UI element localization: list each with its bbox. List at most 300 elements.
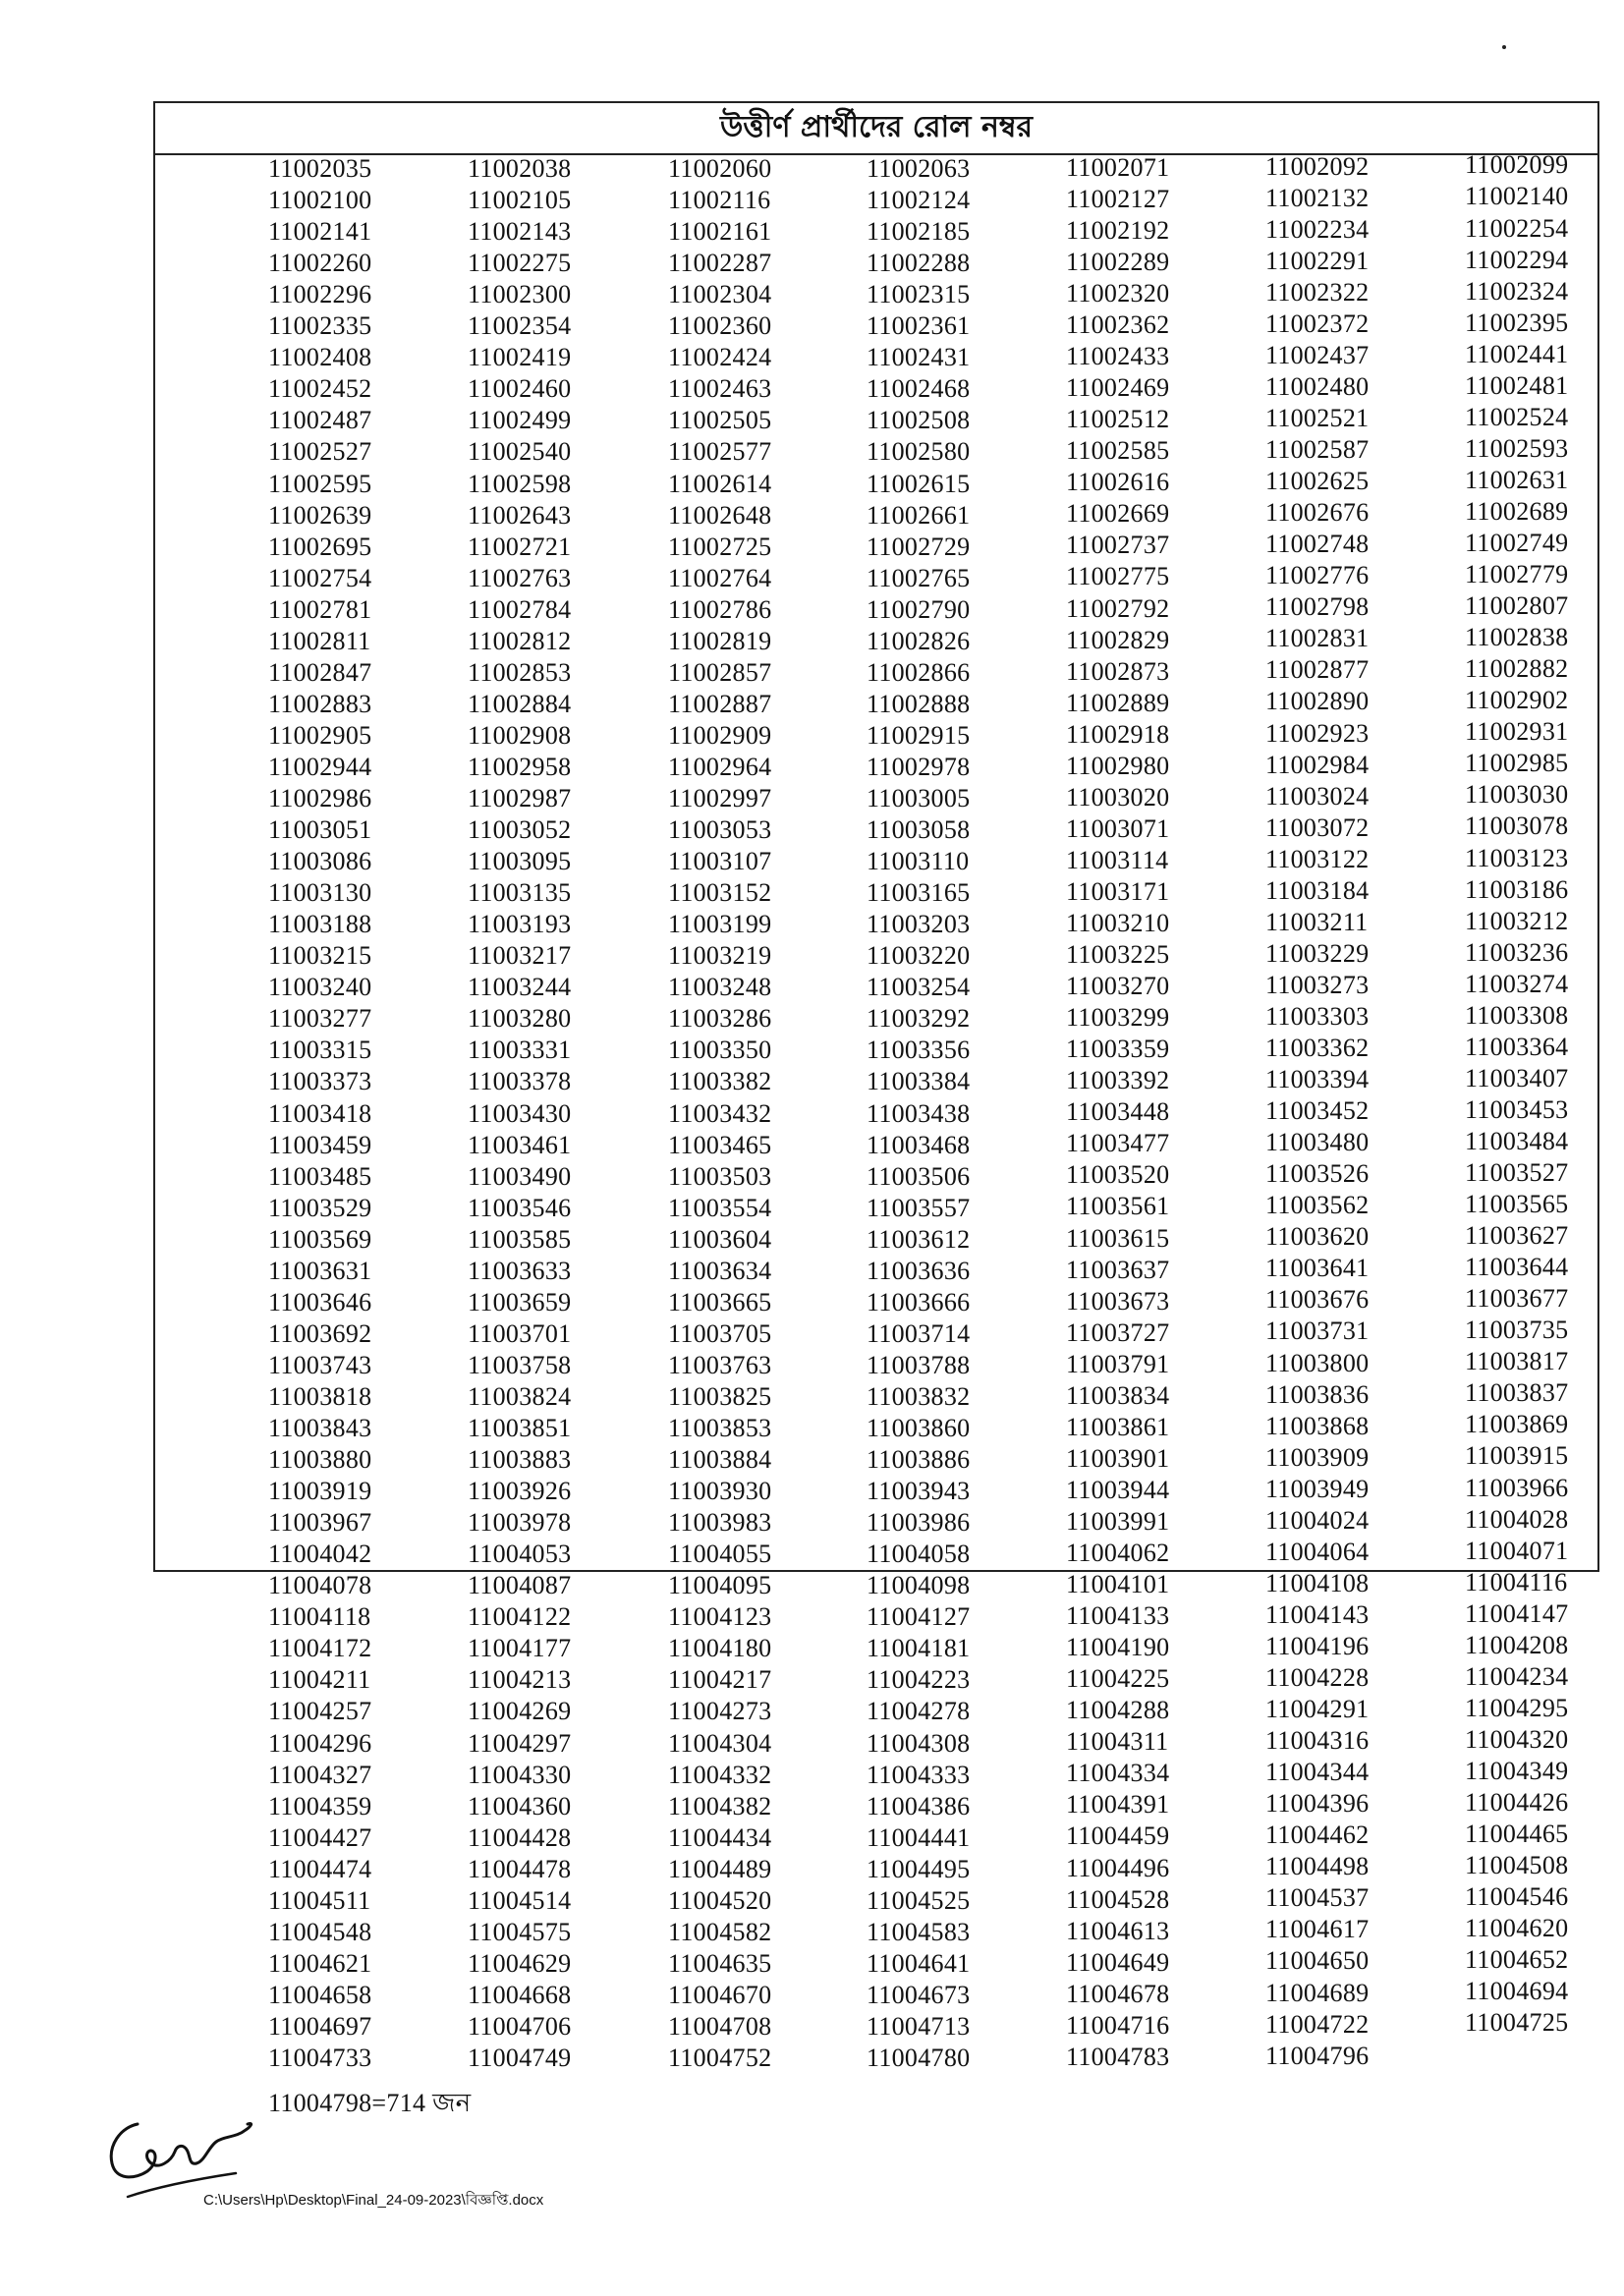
roll-number: 11003392 — [1066, 1066, 1170, 1095]
roll-number: 11002143 — [468, 217, 572, 247]
roll-number: 11002997 — [668, 784, 772, 812]
roll-number: 11003024 — [1265, 781, 1370, 811]
roll-number: 11002765 — [867, 563, 971, 592]
roll-number: 11002408 — [268, 343, 372, 372]
roll-number: 11002676 — [1265, 498, 1370, 528]
roll-number: 11002776 — [1265, 561, 1370, 590]
roll-number: 11003636 — [867, 1256, 971, 1285]
roll-number: 11003461 — [468, 1130, 572, 1159]
roll-number: 11002888 — [867, 689, 971, 718]
roll-number: 11003705 — [668, 1318, 772, 1348]
roll-number: 11003901 — [1066, 1443, 1170, 1473]
roll-number: 11003634 — [668, 1256, 772, 1285]
roll-number: 11004733 — [268, 2044, 372, 2072]
roll-number: 11003210 — [1066, 909, 1170, 937]
roll-number: 11004211 — [268, 1665, 371, 1695]
roll-number: 11003362 — [1265, 1034, 1370, 1062]
roll-number: 11002695 — [268, 532, 372, 561]
roll-number: 11004304 — [668, 1728, 772, 1758]
roll-number: 11002288 — [867, 249, 971, 278]
roll-number: 11002689 — [1465, 496, 1569, 526]
roll-number: 11004273 — [668, 1697, 772, 1726]
roll-number: 11003418 — [268, 1098, 372, 1128]
roll-number: 11004386 — [867, 1791, 971, 1820]
roll-number: 11002527 — [268, 437, 372, 467]
roll-number: 11002781 — [268, 594, 372, 624]
roll-number: 11002577 — [668, 437, 772, 467]
roll-number: 11004716 — [1066, 2010, 1170, 2040]
roll-number: 11003978 — [468, 1508, 572, 1538]
roll-number: 11002764 — [668, 563, 772, 592]
roll-number: 11004725 — [1465, 2008, 1569, 2038]
roll-number: 11002234 — [1265, 214, 1370, 244]
roll-number: 11002980 — [1066, 751, 1170, 780]
roll-number: 11003270 — [1066, 972, 1170, 1001]
roll-number: 11002424 — [668, 343, 772, 372]
roll-number: 11002905 — [268, 720, 372, 750]
roll-number: 11003058 — [867, 815, 971, 845]
roll-number: 11002838 — [1465, 623, 1569, 652]
roll-number: 11004311 — [1066, 1727, 1169, 1757]
roll-number: 11002593 — [1465, 433, 1569, 463]
roll-number: 11004783 — [1066, 2042, 1170, 2071]
roll-number: 11004122 — [468, 1602, 572, 1632]
roll-number: 11002141 — [268, 217, 372, 247]
roll-number: 11002124 — [867, 186, 971, 215]
roll-number: 11002362 — [1066, 310, 1170, 340]
roll-number: 11004462 — [1265, 1820, 1370, 1850]
roll-number: 11002192 — [1066, 215, 1170, 245]
roll-number: 11002521 — [1265, 404, 1370, 432]
roll-number: 11004496 — [1066, 1853, 1170, 1882]
roll-number: 11004143 — [1265, 1599, 1370, 1629]
roll-number: 11002481 — [1465, 370, 1569, 400]
roll-number: 11003758 — [468, 1350, 572, 1379]
roll-number: 11002931 — [1465, 717, 1569, 747]
roll-number: 11002807 — [1465, 591, 1569, 621]
roll-number: 11003763 — [668, 1350, 772, 1379]
roll-number: 11003633 — [468, 1256, 572, 1285]
roll-number: 11003832 — [867, 1381, 971, 1411]
roll-number: 11002909 — [668, 720, 772, 750]
roll-number: 11002287 — [668, 249, 772, 278]
roll-number: 11003236 — [1465, 937, 1569, 967]
roll-number: 11004098 — [867, 1571, 971, 1600]
roll-number: 11003071 — [1066, 813, 1170, 843]
roll-number: 11003086 — [268, 847, 372, 876]
roll-number: 11002986 — [268, 784, 372, 812]
roll-number: 11002460 — [468, 374, 572, 404]
roll-number: 11003919 — [268, 1477, 372, 1506]
roll-number: 11003220 — [867, 941, 971, 971]
roll-number: 11004344 — [1265, 1758, 1370, 1787]
roll-number: 11003562 — [1265, 1191, 1370, 1220]
roll-number: 11004478 — [468, 1854, 572, 1883]
roll-number: 11003818 — [268, 1381, 372, 1411]
roll-number: 11004360 — [468, 1791, 572, 1820]
roll-number: 11002944 — [268, 752, 372, 781]
roll-number: 11003485 — [268, 1161, 372, 1191]
roll-number: 11003107 — [668, 847, 772, 876]
roll-number: 11003331 — [468, 1036, 572, 1065]
roll-number: 11004127 — [867, 1602, 971, 1632]
roll-number: 11003731 — [1265, 1316, 1370, 1346]
roll-number: 11003727 — [1066, 1317, 1170, 1347]
roll-number: 11004459 — [1066, 1821, 1170, 1851]
roll-number: 11003967 — [268, 1508, 372, 1538]
roll-number: 11002441 — [1465, 339, 1569, 368]
roll-number: 11004528 — [1066, 1884, 1170, 1914]
roll-number: 11004537 — [1265, 1883, 1370, 1913]
roll-number: 11004349 — [1465, 1756, 1569, 1785]
roll-number: 11002512 — [1066, 405, 1170, 434]
roll-number: 11003943 — [867, 1477, 971, 1506]
roll-number: 11003949 — [1265, 1474, 1370, 1503]
roll-number: 11003468 — [867, 1130, 971, 1159]
roll-number: 11004620 — [1465, 1914, 1569, 1943]
roll-number: 11002060 — [668, 154, 772, 183]
roll-number: 11003430 — [468, 1098, 572, 1128]
roll-number: 11003432 — [668, 1098, 772, 1128]
roll-number: 11003072 — [1265, 812, 1370, 842]
roll-number: 11002902 — [1465, 686, 1569, 715]
roll-number: 11003030 — [1465, 780, 1569, 810]
roll-number: 11004391 — [1066, 1790, 1170, 1820]
roll-number: 11002877 — [1265, 655, 1370, 685]
roll-number: 11002499 — [468, 406, 572, 435]
roll-number: 11004190 — [1066, 1633, 1170, 1662]
roll-number: 11004652 — [1465, 1945, 1569, 1975]
roll-number: 11004678 — [1066, 1979, 1170, 2008]
document-path: C:\Users\Hp\Desktop\Final_24-09-2023\বিজ্ঞপ্তি.docx — [203, 2192, 544, 2209]
roll-number: 11003800 — [1265, 1348, 1370, 1377]
roll-number: 11004296 — [268, 1728, 372, 1758]
roll-number: 11004147 — [1465, 1598, 1569, 1628]
roll-number: 11002775 — [1066, 562, 1170, 591]
roll-number: 11002587 — [1265, 435, 1370, 465]
roll-number: 11003631 — [268, 1256, 372, 1285]
roll-number: 11002763 — [468, 563, 572, 592]
roll-number: 11003991 — [1066, 1506, 1170, 1536]
roll-number: 11002737 — [1066, 531, 1170, 560]
roll-number: 11002958 — [468, 752, 572, 781]
roll-number: 11003005 — [867, 784, 971, 812]
roll-number: 11003448 — [1066, 1097, 1170, 1127]
roll-number: 11002826 — [867, 626, 971, 655]
roll-number: 11003861 — [1066, 1412, 1170, 1441]
roll-number: 11002254 — [1465, 213, 1569, 243]
roll-number: 11003020 — [1066, 782, 1170, 812]
roll-number: 11003627 — [1465, 1221, 1569, 1251]
roll-number: 11003186 — [1465, 874, 1569, 904]
roll-number: 11004694 — [1465, 1977, 1569, 2006]
roll-number: 11002127 — [1066, 184, 1170, 213]
roll-number: 11003824 — [468, 1381, 572, 1411]
roll-number: 11003135 — [468, 878, 572, 908]
roll-number: 11003480 — [1265, 1128, 1370, 1157]
roll-number: 11003561 — [1066, 1192, 1170, 1221]
roll-number: 11002487 — [268, 406, 372, 435]
roll-number: 11002595 — [268, 469, 372, 498]
roll-number: 11004495 — [867, 1854, 971, 1883]
roll-number: 11002071 — [1066, 152, 1170, 182]
roll-number: 11003273 — [1265, 970, 1370, 999]
roll-number: 11004087 — [468, 1571, 572, 1600]
roll-number: 11003966 — [1465, 1473, 1569, 1502]
roll-number: 11003240 — [268, 973, 372, 1002]
roll-number: 11003356 — [867, 1036, 971, 1065]
roll-number: 11003506 — [867, 1161, 971, 1191]
roll-number: 11002324 — [1465, 276, 1569, 306]
roll-number: 11002105 — [468, 186, 572, 215]
roll-number: 11004428 — [468, 1822, 572, 1852]
roll-number: 11002468 — [867, 374, 971, 404]
roll-number: 11003217 — [468, 941, 572, 971]
roll-number: 11002289 — [1066, 247, 1170, 276]
roll-number: 11004649 — [1066, 1947, 1170, 1977]
roll-number: 11003615 — [1066, 1223, 1170, 1253]
roll-number: 11003944 — [1066, 1475, 1170, 1504]
roll-number: 11002433 — [1066, 342, 1170, 371]
roll-number: 11003171 — [1066, 876, 1170, 906]
roll-number: 11003868 — [1265, 1411, 1370, 1440]
roll-number: 11003557 — [867, 1193, 971, 1222]
roll-number: 11003527 — [1465, 1158, 1569, 1187]
roll-number: 11004673 — [867, 1980, 971, 2009]
roll-number: 11003286 — [668, 1004, 772, 1034]
roll-number: 11002505 — [668, 406, 772, 435]
roll-number: 11003299 — [1066, 1003, 1170, 1033]
roll-number: 11004320 — [1465, 1724, 1569, 1754]
roll-number: 11003407 — [1465, 1063, 1569, 1092]
roll-number: 11002779 — [1465, 560, 1569, 589]
roll-number: 11004697 — [268, 2011, 372, 2041]
roll-number: 11003983 — [668, 1508, 772, 1538]
roll-number: 11002585 — [1066, 436, 1170, 466]
roll-number: 11003465 — [668, 1130, 772, 1159]
roll-number: 11004629 — [468, 1948, 572, 1978]
roll-number: 11002831 — [1265, 624, 1370, 653]
roll-number: 11003364 — [1465, 1032, 1569, 1061]
total-line: 11004798=714 জন — [268, 2089, 472, 2117]
roll-number: 11002291 — [1265, 246, 1370, 275]
roll-number: 11002648 — [668, 500, 772, 530]
roll-number: 11003529 — [268, 1193, 372, 1222]
roll-number: 11004133 — [1066, 1601, 1170, 1631]
roll-number: 11002300 — [468, 280, 572, 309]
roll-number: 11004706 — [468, 2011, 572, 2041]
roll-number: 11004101 — [1066, 1570, 1170, 1599]
roll-number: 11004213 — [468, 1665, 572, 1695]
roll-number: 11004316 — [1265, 1726, 1370, 1756]
roll-number: 11003851 — [468, 1414, 572, 1442]
roll-number: 11002580 — [867, 437, 971, 467]
roll-number: 11002132 — [1265, 183, 1370, 212]
roll-number: 11003244 — [468, 973, 572, 1002]
roll-number: 11002360 — [668, 311, 772, 341]
roll-number: 11004095 — [668, 1571, 772, 1600]
roll-number: 11003585 — [468, 1224, 572, 1254]
roll-number: 11004441 — [867, 1822, 971, 1852]
roll-number: 11002725 — [668, 532, 772, 561]
title-band — [155, 103, 1597, 155]
roll-number: 11003274 — [1465, 969, 1569, 998]
roll-number: 11002614 — [668, 469, 772, 498]
roll-number: 11004172 — [268, 1634, 372, 1663]
roll-number: 11003052 — [468, 815, 572, 845]
roll-number: 11004234 — [1465, 1661, 1569, 1691]
roll-number: 11004257 — [268, 1697, 372, 1726]
roll-number: 11004108 — [1265, 1568, 1370, 1597]
roll-number: 11004722 — [1265, 2009, 1370, 2039]
roll-number: 11002315 — [867, 280, 971, 309]
roll-number: 11002437 — [1265, 340, 1370, 369]
roll-number: 11003453 — [1465, 1094, 1569, 1124]
roll-number: 11004426 — [1465, 1788, 1569, 1817]
roll-number: 11003503 — [668, 1161, 772, 1191]
roll-number: 11004278 — [867, 1697, 971, 1726]
roll-number: 11003152 — [668, 878, 772, 908]
roll-number: 11002985 — [1465, 749, 1569, 778]
roll-number: 11004053 — [468, 1540, 572, 1569]
roll-number: 11004333 — [867, 1760, 971, 1789]
roll-number: 11003886 — [867, 1445, 971, 1475]
roll-number: 11002452 — [268, 374, 372, 404]
roll-number: 11003199 — [668, 910, 772, 939]
roll-number: 11003277 — [268, 1004, 372, 1034]
roll-number: 11003637 — [1066, 1255, 1170, 1284]
roll-number: 11002035 — [268, 154, 372, 183]
roll-number: 11002819 — [668, 626, 772, 655]
roll-number: 11003692 — [268, 1318, 372, 1348]
roll-number: 11003569 — [268, 1224, 372, 1254]
roll-number: 11002866 — [867, 657, 971, 687]
roll-number: 11004641 — [867, 1948, 971, 1978]
roll-number: 11003834 — [1066, 1380, 1170, 1410]
roll-number: 11002748 — [1265, 530, 1370, 559]
roll-number: 11002335 — [268, 311, 372, 341]
roll-number: 11004062 — [1066, 1539, 1170, 1567]
roll-number: 11002631 — [1465, 465, 1569, 494]
roll-number: 11002786 — [668, 594, 772, 624]
roll-number: 11002100 — [268, 186, 372, 215]
roll-number: 11004582 — [668, 1917, 772, 1946]
roll-number: 11004208 — [1465, 1630, 1569, 1659]
roll-number: 11002625 — [1265, 467, 1370, 496]
roll-number: 11002524 — [1465, 402, 1569, 431]
roll-number: 11002908 — [468, 720, 572, 750]
roll-number: 11002987 — [468, 784, 572, 812]
roll-number: 11002508 — [867, 406, 971, 435]
roll-number: 11002469 — [1066, 373, 1170, 403]
roll-number: 11003359 — [1066, 1035, 1170, 1064]
roll-number: 11002812 — [468, 626, 572, 655]
roll-number: 11002883 — [268, 689, 372, 718]
roll-number: 11004650 — [1265, 1946, 1370, 1976]
roll-number: 11003788 — [867, 1350, 971, 1379]
roll-number: 11004180 — [668, 1634, 772, 1663]
roll-number: 11004297 — [468, 1728, 572, 1758]
roll-number: 11004042 — [268, 1540, 372, 1569]
roll-number: 11002615 — [867, 469, 971, 498]
roll-number: 11003315 — [268, 1036, 372, 1065]
roll-number: 11003350 — [668, 1036, 772, 1065]
roll-number: 11003382 — [668, 1067, 772, 1096]
roll-number: 11002890 — [1265, 687, 1370, 716]
roll-number: 11002361 — [867, 311, 971, 341]
roll-number: 11004583 — [867, 1917, 971, 1946]
roll-number: 11004752 — [668, 2044, 772, 2072]
roll-number: 11002431 — [867, 343, 971, 372]
roll-number: 11004334 — [1066, 1759, 1170, 1788]
roll-number: 11002887 — [668, 689, 772, 718]
roll-number: 11004548 — [268, 1917, 372, 1946]
roll-number: 11003229 — [1265, 938, 1370, 968]
roll-number: 11002661 — [867, 500, 971, 530]
roll-number: 11003095 — [468, 847, 572, 876]
roll-number: 11003646 — [268, 1287, 372, 1316]
roll-number: 11002140 — [1465, 182, 1569, 211]
roll-number: 11004396 — [1265, 1789, 1370, 1819]
roll-number: 11004465 — [1465, 1820, 1569, 1849]
roll-number: 11003438 — [867, 1098, 971, 1128]
roll-number: 11004427 — [268, 1822, 372, 1852]
roll-number: 11002639 — [268, 500, 372, 530]
roll-number: 11002063 — [867, 154, 971, 183]
roll-number: 11002038 — [468, 154, 572, 183]
roll-number: 11003554 — [668, 1193, 772, 1222]
roll-number: 11004668 — [468, 1980, 572, 2009]
roll-number: 11004228 — [1265, 1663, 1370, 1692]
roll-number: 11004116 — [1465, 1567, 1568, 1596]
roll-number: 11003130 — [268, 878, 372, 908]
roll-number: 11003308 — [1465, 1000, 1569, 1030]
roll-number: 11003676 — [1265, 1285, 1370, 1315]
roll-number: 11002463 — [668, 374, 772, 404]
roll-number: 11002320 — [1066, 279, 1170, 308]
roll-number: 11003915 — [1465, 1441, 1569, 1471]
roll-number: 11004359 — [268, 1791, 372, 1820]
roll-number: 11003303 — [1265, 1001, 1370, 1031]
roll-number: 11004327 — [268, 1760, 372, 1789]
roll-number: 11003394 — [1265, 1065, 1370, 1094]
roll-number: 11002889 — [1066, 688, 1170, 717]
roll-number: 11002873 — [1066, 656, 1170, 686]
roll-number: 11002598 — [468, 469, 572, 498]
roll-number: 11004196 — [1265, 1631, 1370, 1660]
roll-number: 11003641 — [1265, 1254, 1370, 1283]
roll-number: 11002749 — [1465, 529, 1569, 557]
roll-number: 11003078 — [1465, 812, 1569, 841]
roll-number: 11004489 — [668, 1854, 772, 1883]
roll-number: 11004269 — [468, 1697, 572, 1726]
roll-number: 11003546 — [468, 1193, 572, 1222]
roll-number: 11003884 — [668, 1445, 772, 1475]
roll-number: 11002978 — [867, 752, 971, 781]
roll-number: 11003620 — [1265, 1222, 1370, 1252]
roll-number: 11003165 — [867, 878, 971, 908]
roll-number: 11003853 — [668, 1414, 772, 1442]
roll-number: 11002669 — [1066, 499, 1170, 529]
roll-number: 11003604 — [668, 1224, 772, 1254]
roll-number: 11004225 — [1066, 1664, 1170, 1694]
roll-number: 11004780 — [867, 2044, 971, 2072]
roll-number: 11002829 — [1066, 625, 1170, 654]
roll-number: 11004434 — [668, 1822, 772, 1852]
roll-number: 11002784 — [468, 594, 572, 624]
roll-number: 11003714 — [867, 1318, 971, 1348]
roll-number: 11002372 — [1265, 308, 1370, 338]
